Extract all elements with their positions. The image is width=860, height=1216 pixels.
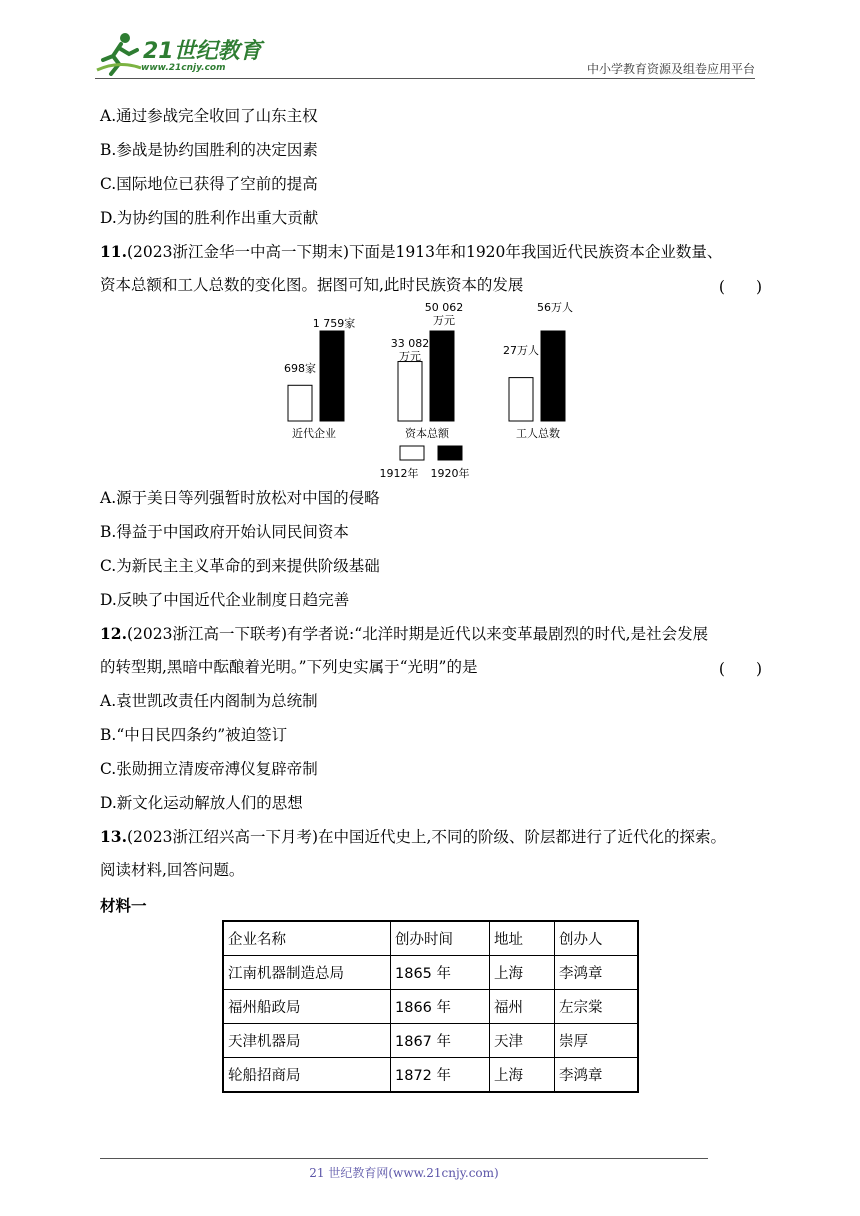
data-label: 50 062 bbox=[424, 301, 464, 314]
q13-stem-line2: 阅读材料,回答问题。 bbox=[100, 861, 245, 879]
legend-swatch-1912 bbox=[400, 446, 424, 460]
data-label: 56万人 bbox=[537, 301, 573, 314]
table-cell: 江南机器制造总局 bbox=[223, 956, 391, 990]
table-cell: 福州 bbox=[490, 990, 555, 1024]
table-cell: 1866 年 bbox=[391, 990, 490, 1024]
option-c: C.国际地位已获得了空前的提高 bbox=[100, 175, 318, 193]
legend-label: 1912年 bbox=[379, 467, 419, 480]
bar-1920 bbox=[430, 331, 454, 421]
footer-divider bbox=[100, 1158, 708, 1159]
data-label: 27万人 bbox=[503, 344, 539, 357]
logo-url: www.21cnjy.com bbox=[141, 63, 226, 73]
bar-1920 bbox=[541, 331, 565, 421]
category-label: 资本总额 bbox=[405, 427, 449, 440]
data-label: 1 759家 bbox=[312, 317, 356, 330]
bar-1920 bbox=[320, 331, 344, 421]
table-cell: 天津 bbox=[490, 1024, 555, 1058]
q12-answer-paren: ( ) bbox=[718, 660, 762, 678]
table-cell: 福州船政局 bbox=[223, 990, 391, 1024]
bar-1912 bbox=[398, 362, 422, 421]
table-row bbox=[223, 1024, 638, 1058]
option-c: C.为新民主主义革命的到来提供阶级基础 bbox=[100, 557, 380, 575]
option-d: D.为协约国的胜利作出重大贡献 bbox=[100, 209, 319, 227]
unit-label: 万元 bbox=[433, 314, 455, 327]
category-label: 近代企业 bbox=[292, 427, 336, 440]
q11-answer-paren: ( ) bbox=[718, 278, 762, 296]
material-table bbox=[222, 920, 639, 1093]
unit-label: 万元 bbox=[399, 350, 421, 363]
site-logo[interactable] bbox=[95, 30, 275, 78]
column-header: 创办人 bbox=[555, 921, 639, 956]
q11-stem-line2: 资本总额和工人总数的变化图。据图可知,此时民族资本的发展 bbox=[100, 276, 524, 294]
option-a: A.源于美日等列强暂时放松对中国的侵略 bbox=[100, 489, 380, 507]
table-row bbox=[223, 1058, 638, 1093]
option-a: A.通过参战完全收回了山东主权 bbox=[100, 107, 318, 125]
material-label: 材料一 bbox=[100, 897, 147, 915]
q11-stem-line1: 11.(2023浙江金华一中高一下期末)下面是1913年和1920年我国近代民族资本企业数量、 bbox=[100, 242, 723, 261]
q12-number: 12. bbox=[100, 624, 127, 643]
legend-label: 1920年 bbox=[430, 467, 470, 480]
data-label: 33 082 bbox=[390, 337, 430, 350]
footer-link[interactable]: 21 世纪教育网(www.21cnjy.com) bbox=[309, 1166, 499, 1180]
platform-name: 中小学教育资源及组卷应用平台 bbox=[586, 62, 755, 76]
option-b: B.得益于中国政府开始认同民间资本 bbox=[100, 523, 349, 541]
table-row bbox=[223, 990, 638, 1024]
column-header: 地址 bbox=[490, 921, 555, 956]
q11-number: 11. bbox=[100, 242, 127, 261]
option-b: B.参战是协约国胜利的决定因素 bbox=[100, 141, 318, 159]
bar-1912 bbox=[288, 385, 312, 421]
option-c: C.张勋拥立清废帝溥仪复辟帝制 bbox=[100, 760, 318, 778]
legend-swatch-1920 bbox=[438, 446, 462, 460]
table-row bbox=[223, 956, 638, 990]
q13-stem-line1: 13.(2023浙江绍兴高一下月考)在中国近代史上,不同的阶级、阶层都进行了近代化的探索。 bbox=[100, 827, 726, 846]
bar-chart bbox=[280, 300, 580, 480]
table-cell: 李鸿章 bbox=[555, 1058, 639, 1093]
option-a: A.袁世凯改责任内阁制为总统制 bbox=[100, 692, 318, 710]
table-cell: 李鸿章 bbox=[555, 956, 639, 990]
category-label: 工人总数 bbox=[516, 427, 560, 440]
logo-title: 21世纪教育 bbox=[143, 39, 262, 64]
option-d: D.反映了中国近代企业制度日趋完善 bbox=[100, 591, 350, 609]
q12-stem-line1: 12.(2023浙江高一下联考)有学者说:“北洋时期是近代以来变革最剧烈的时代,是社会发展 bbox=[100, 624, 709, 643]
column-header: 创办时间 bbox=[391, 921, 490, 956]
table-cell: 1865 年 bbox=[391, 956, 490, 990]
option-b: B.“中日民四条约”被迫签订 bbox=[100, 726, 288, 744]
table-cell: 天津机器局 bbox=[223, 1024, 391, 1058]
table-cell: 上海 bbox=[490, 956, 555, 990]
runner-logo-icon bbox=[95, 30, 143, 76]
page-header bbox=[95, 30, 755, 80]
data-label: 698家 bbox=[284, 362, 316, 375]
q12-stem-line2: 的转型期,黑暗中酝酿着光明。”下列史实属于“光明”的是 bbox=[100, 658, 478, 676]
bar-1912 bbox=[509, 378, 533, 421]
header-divider bbox=[95, 78, 755, 79]
table-cell: 1872 年 bbox=[391, 1058, 490, 1093]
table-cell: 崇厚 bbox=[555, 1024, 639, 1058]
table-cell: 上海 bbox=[490, 1058, 555, 1093]
q13-number: 13. bbox=[100, 827, 127, 846]
table-header-row bbox=[223, 921, 638, 956]
column-header: 企业名称 bbox=[223, 921, 391, 956]
table-cell: 左宗棠 bbox=[555, 990, 639, 1024]
table-cell: 1867 年 bbox=[391, 1024, 490, 1058]
table-cell: 轮船招商局 bbox=[223, 1058, 391, 1093]
option-d: D.新文化运动解放人们的思想 bbox=[100, 794, 303, 812]
